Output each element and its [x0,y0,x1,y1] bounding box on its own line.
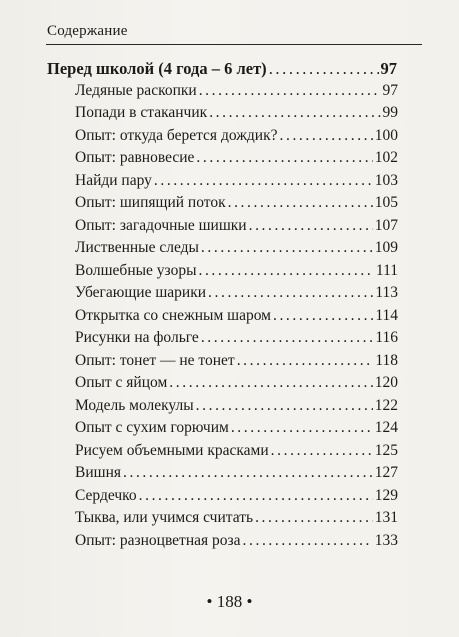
entry-title: Найди пару [75,171,152,189]
leader-dots [269,59,379,79]
leader-dots [209,104,380,122]
leader-dots [255,509,373,527]
toc-entry [75,442,398,464]
leader-dots [231,419,373,437]
entry-page: 102 [374,149,398,166]
toc-entry [75,172,398,194]
entry-page: 109 [374,239,398,256]
leader-dots [271,442,373,460]
header-rule [46,44,422,45]
entry-title: Открытка со снежным шаром [75,306,271,324]
leader-dots [273,307,373,325]
toc-entry [75,127,398,149]
entry-title: Опыт: откуда берется дождик? [75,126,278,144]
entry-title: Лиственные следы [75,239,199,256]
toc-entry [75,307,398,329]
leader-dots [196,149,372,167]
entry-page: 105 [374,194,398,211]
toc-entry [75,217,398,239]
entry-page: 125 [374,441,398,459]
entry-page: 107 [374,216,398,234]
toc-entry [75,262,398,284]
leader-dots [169,374,372,392]
leader-dots [139,487,373,505]
toc-section-heading [47,59,397,81]
entry-page: 120 [374,374,398,391]
entry-title: Модель молекулы [75,396,194,414]
toc-entry [75,284,398,306]
toc-entry [75,487,398,509]
entry-page: 100 [374,126,398,144]
entry-title: Опыт с сухим горючим [75,419,229,436]
leader-dots [208,284,373,302]
toc-entry [75,374,398,396]
toc-entry [75,194,398,216]
entry-title: Попади в стаканчик [75,104,208,121]
page-number: • 188 • [206,592,253,611]
leader-dots [196,397,373,415]
entry-title: Тыква, или учимся считать [75,509,254,526]
entry-title: Опыт: загадочные шишки [75,216,247,234]
entry-page: 99 [382,104,398,121]
leader-dots [123,464,373,482]
entry-page: 133 [374,531,398,549]
entry-title: Вишня [75,464,121,481]
entry-page: 97 [382,81,398,99]
running-head: Содержание [47,23,128,39]
entry-page: 103 [374,171,398,189]
entry-page: 113 [375,284,398,301]
entry-page: 122 [374,396,398,414]
entry-title: Ледяные раскопки [75,81,197,99]
toc-entry [75,419,398,441]
toc-entry [75,464,398,486]
entry-title: Рисуем объемными красками [75,441,269,459]
leader-dots [198,262,373,280]
entry-title: Рисунки на фольге [75,329,199,346]
entry-page: 129 [374,486,398,504]
leader-dots [243,532,373,550]
leader-dots [199,82,381,100]
toc-entry [75,149,398,171]
leader-dots [249,217,373,235]
toc-entry [75,352,398,374]
entry-page: 131 [374,509,398,526]
entry-title: Опыт: равновесие [75,149,195,166]
entry-page: 114 [375,306,398,324]
entry-title: Сердечко [75,486,137,504]
toc-entry [75,82,398,104]
leader-dots [201,239,373,257]
entry-title: Волшебные узоры [75,261,197,279]
leader-dots [280,127,373,145]
leader-dots [228,194,373,212]
entry-title: Опыт: разноцветная роза [75,531,241,549]
entry-page: 124 [374,419,398,436]
entry-title: Опыт: шипящий поток [75,194,226,211]
leader-dots [201,329,374,347]
section-page: 97 [380,59,397,78]
toc-entry [75,397,398,419]
entry-title: Убегающие шарики [75,284,207,301]
toc-entry [75,532,398,554]
entry-page: 111 [375,261,398,279]
section-title: Перед школой (4 года – 6 лет) [47,59,267,78]
toc-entry [75,104,398,126]
toc-entry [75,239,398,261]
entry-page: 118 [375,351,398,369]
toc-entry [75,509,398,531]
toc-entry [75,329,398,351]
leader-dots [237,352,374,370]
entry-page: 116 [375,329,398,346]
entry-title: Опыт: тонет — не тонет [75,351,235,369]
entry-page: 127 [374,464,398,481]
leader-dots [154,172,373,190]
entry-title: Опыт с яйцом [75,374,168,391]
